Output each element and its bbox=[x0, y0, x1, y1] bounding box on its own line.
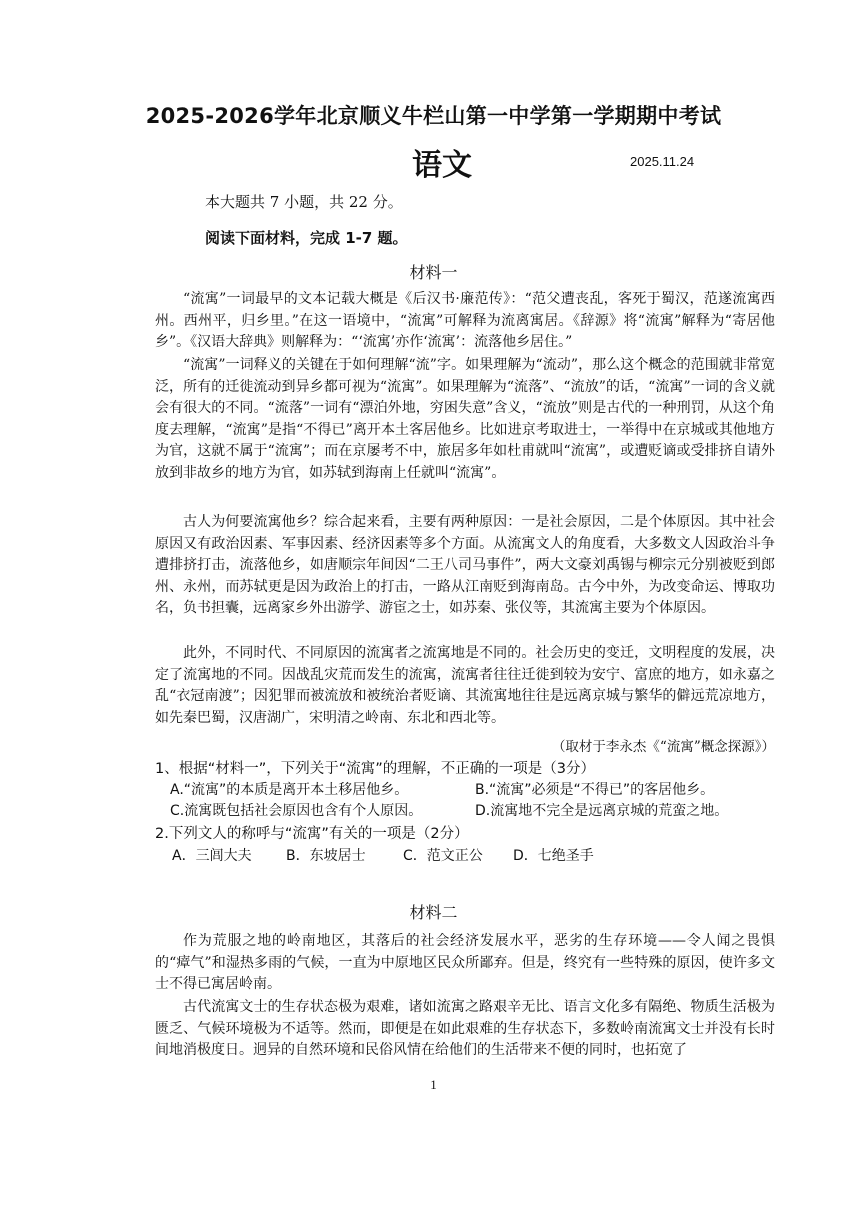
question-2-option-a: A．三闾大夫 bbox=[172, 848, 252, 864]
material-2-paragraph: 作为荒服之地的岭南地区，其落后的社会经济发展水平，恶劣的生存环境——令人闻之畏惧的“瘴气”和湿热多雨的气候，一直为中原地区民众所鄙弃。但是，终究有一些特殊的原因，使许多文士不得已寓居岭南。 bbox=[155, 933, 775, 993]
material-1-paragraph: 此外，不同时代、不同原因的流寓者之流寓地是不同的。社会历史的变迁，文明程度的发展，决定了流寓地的不同。因战乱灾荒而发生的流寓，流寓者往往迁徙到较为安宁、富庶的地方，如永嘉之乱“衣冠南渡”；因犯罪而被流放和被统治者贬谪、其流寓地往往是远离京城与繁华的僻远荒凉地方，如先秦巴蜀，汉唐湖广，宋明清之岭南、东北和西北等。 bbox=[155, 645, 775, 726]
material-2-paragraph: 古代流寓文士的生存状态极为艰难，诸如流寓之路艰辛无比、语言文化多有隔绝、物质生活极为匮乏、气候环境极为不适等。然而，即便是在如此艰难的生存状态下，多数岭南流寓文士并没有长时间地消极度日。迥异的自然环境和民俗风情在给他们的生活带来不便的同时，也拓宽了 bbox=[155, 999, 775, 1059]
subject-heading: 语文 bbox=[412, 148, 472, 183]
question-2-option-c: C．范文正公 bbox=[403, 848, 483, 864]
exam-date: 2025.11.24 bbox=[630, 154, 695, 169]
section-summary: 本大题共 7 小题，共 22 分。 bbox=[205, 193, 403, 211]
material-1-paragraph: “流寓”一词释义的关键在于如何理解“流”字。如果理解为“流动”，那么这个概念的范围就非常宽泛，所有的迁徙流动到异乡都可视为“流寓”。如果理解为“流落”、“流放”的话，“流寓”一词的含义就会有很大的不同。“流落”一词有“漂泊外地，穷困失意”含义，“流放”则是古代的一种刑罚，从这个角度去理解，“流寓”是指“不得已”离开本土客居他乡。比如进京考取进士，一举得中在京城或其他地方为官，这就不属于“流寓”；而在京屡考不中，旅居多年如杜甫就叫“流寓”，或遭贬谪或受排挤自请外放到非故乡的地方为官，如苏轼到海南上任就叫“流寓”。 bbox=[155, 357, 775, 481]
question-1-option-a: A.“流寓”的本质是离开本土移居他乡。 bbox=[170, 782, 409, 798]
material-1-paragraph: “流寓”一词最早的文本记载大概是《后汉书·廉范传》：“范父遭丧乱，客死于蜀汉，范遂流寓西州。西州平，归乡里。”在这一语境中，“流寓”可解释为流离寓居。《辞源》将“流寓”解释为“寄居他乡”。《汉语大辞典》则解释为：“‘流寓’亦作‘流寓’：流落他乡居住。” bbox=[155, 291, 775, 351]
question-2-stem: 2.下列文人的称呼与“流寓”有关的一项是（2分） bbox=[155, 826, 469, 842]
question-1-option-d: D.流寓地不完全是远离京城的荒蛮之地。 bbox=[475, 803, 729, 819]
material-2-title: 材料二 bbox=[409, 903, 458, 922]
material-1-source: （取材于李永杰《“流寓”概念探源》） bbox=[551, 739, 775, 755]
question-1-option-c: C.流寓既包括社会原因也含有个人原因。 bbox=[170, 803, 423, 819]
reading-instruction: 阅读下面材料，完成 1-7 题。 bbox=[205, 229, 408, 247]
question-2-option-d: D．七绝圣手 bbox=[513, 848, 594, 864]
question-2-option-b: B．东坡居士 bbox=[286, 848, 366, 864]
question-1-option-b: B.“流寓”必须是“不得已”的客居他乡。 bbox=[475, 782, 715, 798]
material-1-paragraph: 古人为何要流寓他乡？综合起来看，主要有两种原因：一是社会原因，二是个体原因。其中社会原因又有政治因素、军事因素、经济因素等多个方面。从流寓文人的角度看，大多数文人因政治斗争遭排挤打击，流落他乡，如唐顺宗年间因“二王八司马事件”，两大文豪刘禹锡与柳宗元分别被贬到郎州、永州，而苏轼更是因为政治上的打击，一路从江南贬到海南岛。古今中外，为改变命运、博取功名，负书担囊，远离家乡外出游学、游宦之士，如苏秦、张仪等，其流寓主要为个体原因。 bbox=[155, 514, 775, 617]
question-1-stem: 1、根据“材料一”，下列关于“流寓”的理解，不正确的一项是（3分） bbox=[155, 761, 595, 777]
exam-title: 2025-2026学年北京顺义牛栏山第一中学第一学期期中考试 bbox=[145, 104, 722, 128]
page-number: 1 bbox=[430, 1077, 437, 1092]
material-1-title: 材料一 bbox=[409, 263, 458, 282]
